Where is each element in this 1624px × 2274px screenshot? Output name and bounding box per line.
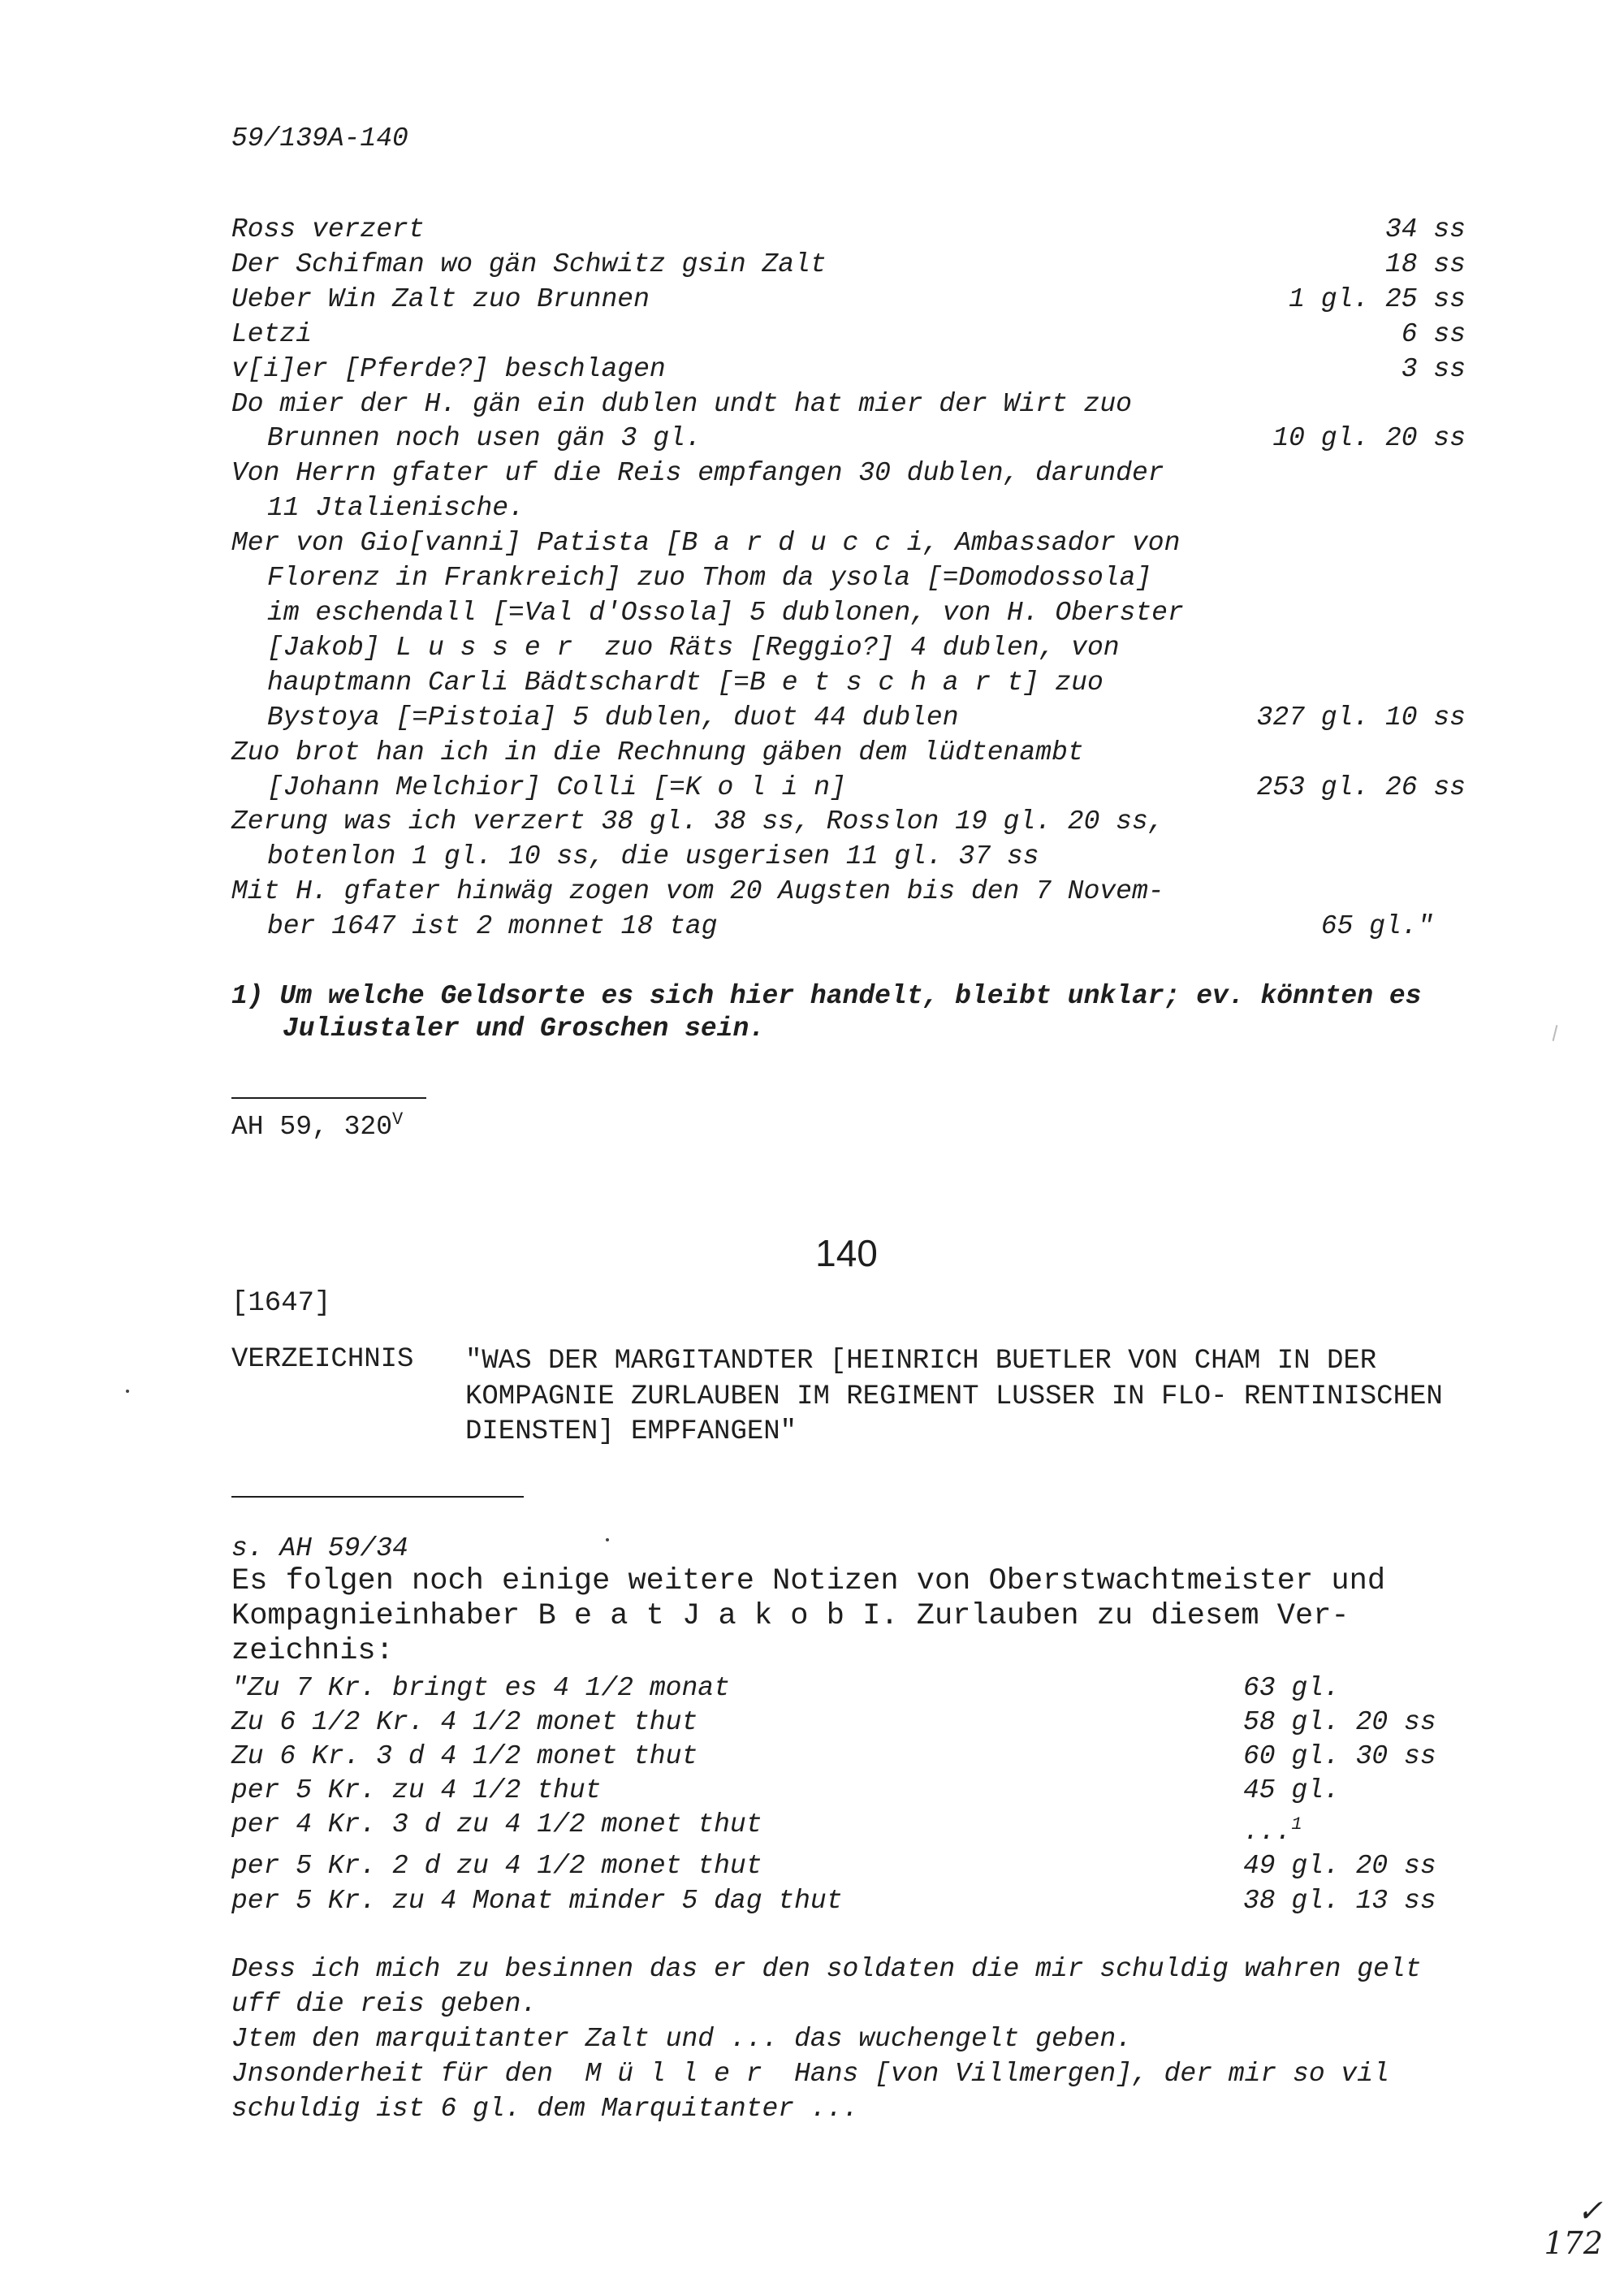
calculation-text: per 5 Kr. 2 d zu 4 1/2 monet thut: [231, 1851, 762, 1882]
document-year: [1647]: [231, 1288, 331, 1319]
ledger-row: [231, 875, 1466, 910]
ledger-entry-text: Zuo brot han ich in die Rechnung gäben dem lüdtenambt: [231, 737, 1084, 767]
check-mark-icon: ✓: [1577, 2193, 1603, 2229]
archive-reference-superscript: V: [392, 1109, 404, 1130]
ledger-entry-amount: [1206, 387, 1466, 422]
source-reference: s. AH 59/34: [231, 1533, 408, 1563]
calculation-amount: [1243, 1740, 1436, 1774]
calculation-amount: [1243, 1849, 1436, 1883]
ledger-row: [231, 456, 1466, 491]
ledger-entry-text: Von Herrn gfater uf die Reis empfangen 30 dublen, darunder: [231, 458, 1164, 489]
ledger-entry-text: botenlon 1 gl. 10 ss, die usgerisen 11 gl. 37 ss: [267, 841, 1039, 872]
calculation-row: [231, 1671, 1466, 1706]
ledger-entry-amount: 3 ss: [1401, 353, 1466, 384]
ledger-entry-amount: 6 ss: [1401, 318, 1466, 349]
section-divider: [231, 1496, 524, 1498]
ledger-entry-amount: 253 gl. 26 ss: [1256, 772, 1466, 802]
ledger-entry-amount: 34 ss: [1384, 214, 1466, 244]
ledger-row: [231, 213, 1466, 248]
closing-line: Dess ich mich zu besinnen das er den soldaten die mir schuldig wahren gelt: [231, 1954, 1422, 1984]
ledger-row: [231, 561, 1466, 596]
calculation-amount-value: 45 gl.: [1243, 1775, 1340, 1806]
ledger-entry-text: [Jakob] L u s s e r zuo Räts [Reggio?] 4 dublen, von: [267, 632, 1120, 663]
calculation-row: [231, 1884, 1466, 1918]
ledger-entry-amount: [1206, 875, 1466, 910]
ledger-entry-amount: [1206, 631, 1466, 666]
ledger-entry-text: ber 1647 ist 2 monnet 18 tag: [267, 911, 718, 942]
ledger-entry-text: [Johann Melchior] Colli [=K o l i n]: [267, 772, 846, 802]
ledger-entry-text: Letzi: [231, 318, 313, 349]
closing-line: Jnsonderheit für den M ü l l e r Hans [von Villmergen], der mir so vil: [231, 2059, 1389, 2089]
calculation-row: [231, 1808, 1466, 1849]
ledger-row: [231, 631, 1466, 666]
document-number: 140: [815, 1232, 878, 1274]
calculation-amount: [1243, 1671, 1340, 1706]
calculation-amount-value: ...: [1243, 1817, 1292, 1848]
ledger-row: [231, 352, 1466, 387]
ledger-entry-text: Zerung was ich verzert 38 gl. 38 ss, Rosslon 19 gl. 20 ss,: [231, 806, 1164, 837]
calculation-list: [231, 1671, 1466, 1918]
ledger-entry-amount: 10 gl. 20 ss: [1272, 423, 1466, 454]
scan-speck: [126, 1390, 129, 1393]
ledger-row: [231, 387, 1466, 422]
calculation-row: [231, 1774, 1466, 1808]
closing-line: schuldig ist 6 gl. dem Marquitanter ...: [231, 2094, 859, 2124]
calculation-text: Zu 6 Kr. 3 d 4 1/2 monet thut: [231, 1741, 698, 1772]
ledger-entry-text: 11 Jtalienische.: [267, 493, 525, 524]
ledger-entry-text: im eschendall [=Val d'Ossola] 5 dublonen, von H. Oberster: [267, 597, 1184, 628]
ledger-entry-text: Ueber Win Zalt zuo Brunnen: [231, 283, 650, 314]
calculation-text: "Zu 7 Kr. bringt es 4 1/2 monat: [231, 1673, 730, 1703]
closing-line: Jtem den marquitanter Zalt und ... das wuchengelt geben.: [231, 2024, 1132, 2054]
calculation-amount-value: 60 gl. 30 ss: [1243, 1741, 1436, 1772]
closing-line: uff die reis geben.: [231, 1989, 538, 2019]
ledger-entry-amount: [1206, 561, 1466, 596]
ledger-entry-amount: [1206, 526, 1466, 561]
ledger-entry-amount: 1 gl. 25 ss: [1289, 283, 1466, 314]
ledger-row: [231, 840, 1466, 875]
ledger-row: [231, 491, 1466, 526]
closing-notes: [231, 1952, 1498, 2126]
expense-ledger: [231, 213, 1466, 945]
ledger-entry-text: Do mier der H. gän ein dublen undt hat mier der Wirt zuo: [231, 388, 1132, 419]
calculation-amount: [1243, 1706, 1436, 1740]
ledger-row: [231, 526, 1466, 561]
ledger-entry-text: Mer von Gio[vanni] Patista [B a r d u c c i, Ambassador von: [231, 528, 1181, 559]
ledger-entry-amount: 327 gl. 10 ss: [1256, 702, 1466, 733]
ledger-entry-text: Der Schifman wo gän Schwitz gsin Zalt: [231, 249, 827, 279]
ledger-entry-amount: [1206, 456, 1466, 491]
calculation-amount: [1243, 1884, 1436, 1918]
calculation-amount-value: 63 gl.: [1243, 1673, 1340, 1703]
ledger-row: [231, 701, 1466, 736]
ledger-entry-amount: [1206, 596, 1466, 631]
ledger-row: [231, 805, 1466, 840]
ledger-entry-amount: [1206, 805, 1466, 840]
archive-reference: [231, 1109, 403, 1142]
ledger-entry-amount: [1206, 491, 1466, 526]
footnote-marker: 1: [1291, 1814, 1302, 1835]
ledger-entry-amount: [1206, 666, 1466, 701]
calculation-amount: [1243, 1808, 1302, 1849]
ledger-entry-text: Bystoya [=Pistoia] 5 dublen, duot 44 dublen: [267, 702, 959, 733]
calculation-amount-value: 58 gl. 20 ss: [1243, 1707, 1436, 1738]
ledger-row: [231, 666, 1466, 701]
calculation-row: [231, 1740, 1466, 1774]
footnote: [231, 980, 1421, 1045]
ledger-row: [231, 771, 1466, 806]
section-divider: [231, 1097, 426, 1099]
scan-mark: [1553, 1025, 1558, 1041]
footnote-line-2: Juliustaler und Groschen sein.: [283, 1014, 766, 1044]
ledger-row: [231, 910, 1466, 945]
footnote-line-1: 1) Um welche Geldsorte es sich hier handelt, bleibt unklar; ev. könnten es: [231, 981, 1422, 1011]
ledger-row: [231, 422, 1466, 456]
ledger-row: [231, 596, 1466, 631]
calculation-row: [231, 1706, 1466, 1740]
ledger-entry-amount: [1206, 736, 1466, 771]
handwritten-page-number: 172: [1544, 2225, 1603, 2261]
ledger-row: [231, 248, 1466, 283]
ledger-row: [231, 318, 1466, 352]
ledger-entry-text: hauptmann Carli Bädtschardt [=B e t s c h a r t] zuo: [267, 667, 1104, 698]
calculation-text: per 5 Kr. zu 4 Monat minder 5 dag thut: [231, 1885, 843, 1916]
notes-paragraph: Es folgen noch einige weitere Notizen von Oberstwachtmeister und Kompagnieinhaber B e a t J a k o b I. Zurlauben zu diesem Ver- zeichnis:: [231, 1564, 1386, 1668]
document-title-text: "WAS DER MARGITANDTER [HEINRICH BUETLER VON CHAM IN DER KOMPAGNIE ZURLAUBEN IM REGIMENT LUSSER IN FLO- RENTINISCHEN DIENSTEN] EMPFANGEN": [465, 1346, 1443, 1447]
ledger-row: [231, 736, 1466, 771]
calculation-text: per 5 Kr. zu 4 1/2 thut: [231, 1775, 602, 1806]
ledger-row: [231, 283, 1466, 318]
ledger-entry-amount: [1206, 840, 1466, 875]
calculation-text: Zu 6 1/2 Kr. 4 1/2 monet thut: [231, 1707, 698, 1738]
ledger-entry-amount: 65 gl.": [1320, 911, 1466, 942]
ledger-entry-text: Ross verzert: [231, 214, 425, 244]
page-reference: 59/139A-140: [231, 123, 408, 153]
scan-speck: [606, 1538, 609, 1541]
calculation-amount-value: 38 gl. 13 ss: [1243, 1885, 1436, 1916]
calculation-row: [231, 1849, 1466, 1883]
calculation-amount: [1243, 1774, 1340, 1808]
archive-reference-text: AH 59, 320: [231, 1112, 393, 1142]
ledger-entry-text: v[i]er [Pferde?] beschlagen: [231, 353, 666, 384]
document-title-label: VERZEICHNIS: [231, 1344, 414, 1375]
ledger-entry-text: Brunnen noch usen gän 3 gl.: [267, 423, 702, 454]
ledger-entry-amount: 18 ss: [1384, 249, 1466, 279]
ledger-entry-text: Florenz in Frankreich] zuo Thom da ysola [=Domodossola]: [267, 563, 1152, 594]
ledger-entry-text: Mit H. gfater hinwäg zogen vom 20 Augsten bis den 7 Novem-: [231, 876, 1164, 907]
handwritten-margin-note: [1544, 2194, 1603, 2259]
calculation-amount-value: 49 gl. 20 ss: [1243, 1851, 1436, 1882]
calculation-text: per 4 Kr. 3 d zu 4 1/2 monet thut: [231, 1809, 762, 1840]
